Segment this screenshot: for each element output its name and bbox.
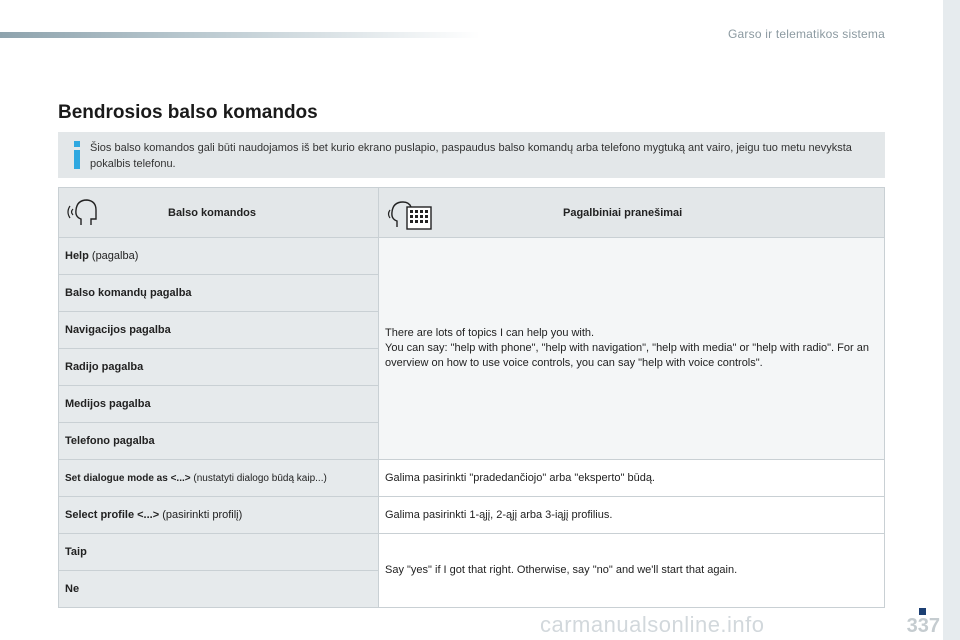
command-media-help: Medijos pagalba bbox=[59, 386, 379, 423]
profile-message: Galima pasirinkti 1-ąjį, 2-ąjį arba 3-iąjį profilius. bbox=[379, 497, 885, 534]
table-row bbox=[59, 460, 885, 497]
command-yes: Taip bbox=[59, 534, 379, 571]
yes-no-message: Say "yes" if I got that right. Otherwise, say "no" and we'll start that again. bbox=[379, 534, 885, 608]
page-marker bbox=[919, 608, 926, 615]
voice-head-icon bbox=[67, 195, 101, 229]
dialogue-message: Galima pasirinkti "pradedančiojo" arba "eksperto" būdą. bbox=[379, 460, 885, 497]
header-messages bbox=[379, 188, 885, 238]
watermark: carmanualsonline.info bbox=[540, 612, 765, 637]
page-edge-strip bbox=[943, 0, 960, 640]
page-number: 337 bbox=[906, 615, 940, 637]
command-phone-help: Telefono pagalba bbox=[59, 423, 379, 460]
info-text: Šios balso komandos gali būti naudojamos iš bet kurio ekrano puslapio, paspaudus balso komandų arba telefono mygtuką ant vairo, jeigu tuo metu nevyksta pokalbis telefonu. bbox=[90, 142, 852, 170]
command-no: Ne bbox=[59, 571, 379, 608]
voice-commands-table bbox=[58, 187, 885, 608]
header-commands bbox=[59, 188, 379, 238]
header-messages-label: Pagalbiniai pranešimai bbox=[563, 207, 683, 219]
command-select-profile: Select profile <...> (pasirinkti profilį) bbox=[59, 497, 379, 534]
header-commands-label: Balso komandos bbox=[168, 207, 257, 219]
info-box bbox=[58, 132, 885, 178]
section-title: Garso ir telematikos sistema bbox=[728, 27, 885, 41]
help-message: There are lots of topics I can help you with. You can say: "help with phone", "help with navigation", "help with media" or "help with radio". For an overview on how to use voice controls, you can say "help with voice controls". bbox=[379, 238, 885, 460]
command-dialogue-mode: Set dialogue mode as <...> (nustatyti dialogo būdą kaip...) bbox=[59, 460, 379, 497]
command-help: Help (pagalba) bbox=[59, 238, 379, 275]
table-row bbox=[59, 497, 885, 534]
page-title: Bendrosios balso komandos bbox=[58, 102, 318, 123]
table-row bbox=[59, 534, 885, 571]
header-accent-bar bbox=[0, 32, 480, 38]
command-radio-help: Radijo pagalba bbox=[59, 349, 379, 386]
voice-screen-icon bbox=[387, 195, 433, 231]
table-row bbox=[59, 238, 885, 275]
info-icon bbox=[72, 141, 82, 171]
table-header-row bbox=[59, 188, 885, 238]
command-navigation-help: Navigacijos pagalba bbox=[59, 312, 379, 349]
command-voice-help: Balso komandų pagalba bbox=[59, 275, 379, 312]
